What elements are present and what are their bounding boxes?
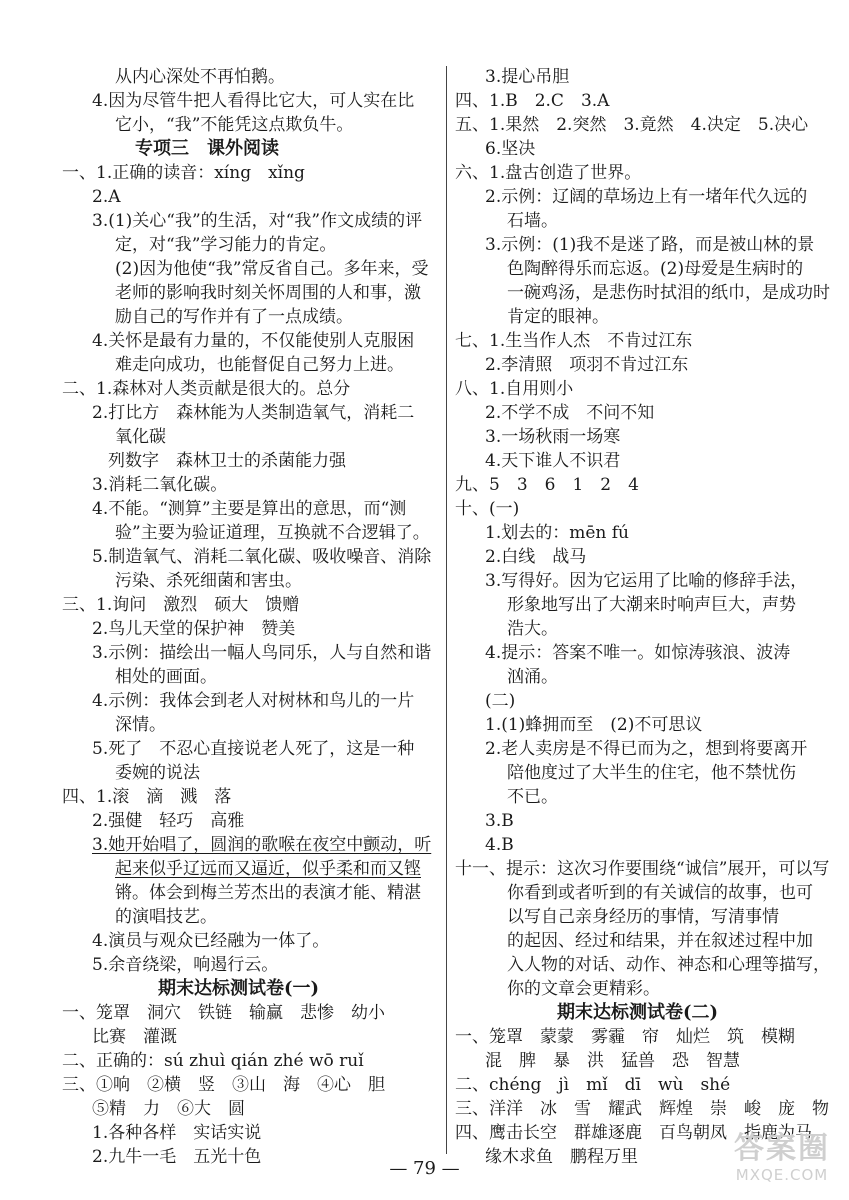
text-line: 相处的画面。 xyxy=(115,667,217,687)
text-line: 四、鹰击长空 群雄逐鹿 百鸟朝凤 指鹿为马 xyxy=(455,1123,812,1143)
text-line: 3.写得好。因为它运用了比喻的修辞手法， xyxy=(485,571,808,591)
text-line: (二) xyxy=(485,691,516,711)
text-line: 5.余音绕梁，响遏行云。 xyxy=(92,955,279,975)
text-line: 4.天下谁人不识君 xyxy=(485,451,621,471)
text-line: 入人物的对话、动作、神态和心理等描写， xyxy=(507,955,830,975)
text-line: ⑤精 力 ⑥大 圆 xyxy=(92,1099,245,1119)
underlined-line: 起来似乎辽远而又逼近，似乎柔和而又铿 xyxy=(115,859,421,879)
text-line: 1.(1)蜂拥而至 (2)不可思议 xyxy=(485,715,703,735)
text-line: 一、1.正确的读音：xíng xǐng xyxy=(62,163,305,183)
text-line: 3.示例：描绘出一幅人鸟同乐，人与自然和谐 xyxy=(92,643,432,663)
text-line: 五、1.果然 2.突然 3.竟然 4.决定 5.决心 xyxy=(455,115,809,135)
watermark-url: MXQE.COM xyxy=(735,1166,829,1184)
text-line: 2.打比方 森林能为人类制造氧气，消耗二 xyxy=(92,403,415,423)
text-line: 汹涌。 xyxy=(507,667,558,687)
text-line: 4.关怀是最有力量的，不仅能使别人克服困 xyxy=(92,331,415,351)
text-line: 八、1.自用则小 xyxy=(455,379,574,399)
text-line: 4.示例：我体会到老人对树林和鸟儿的一片 xyxy=(92,691,415,711)
text-line: 三、洋洋 冰 雪 耀武 辉煌 崇 峻 庞 物 xyxy=(455,1099,829,1119)
text-line: 4.因为尽管牛把人看得比它大，可人实在比 xyxy=(92,91,415,111)
watermark-logo xyxy=(727,1132,837,1192)
watermark-text: 答案圈 xyxy=(734,1131,830,1166)
text-line: 的演唱技艺。 xyxy=(115,907,217,927)
text-line: 比赛 灌溉 xyxy=(92,1027,177,1047)
text-line: 2.九牛一毛 五光十色 xyxy=(92,1147,262,1167)
text-line: 难走向成功，也能督促自己努力上进。 xyxy=(115,355,404,375)
text-line: 六、1.盘古创造了世界。 xyxy=(455,163,642,183)
text-line: 十、(一) xyxy=(455,499,520,519)
text-line: 一、笼罩 蒙蒙 雾霾 帘 灿烂 筑 模糊 xyxy=(455,1027,795,1047)
text-line: 3.一场秋雨一场寒 xyxy=(485,427,621,447)
section-heading: 期末达标测试卷(二) xyxy=(557,1002,719,1023)
text-line: 3.B xyxy=(485,811,514,831)
underlined-line: 3.她开始唱了，圆润的歌喉在夜空中颤动，听 xyxy=(92,835,432,855)
text-line: 三、1.询问 激烈 硕大 馈赠 xyxy=(62,595,300,615)
text-line: 3.消耗二氧化碳。 xyxy=(92,475,228,495)
text-line: 形象地写出了大潮来时响声巨大，声势 xyxy=(507,595,796,615)
text-line: 四、1.滚 滴 溅 落 xyxy=(62,787,232,807)
text-line: 它小，“我”不能凭这点欺负牛。 xyxy=(115,115,354,135)
text-line: 4.B xyxy=(485,835,514,855)
text-line: 3.提心吊胆 xyxy=(485,67,570,87)
text-line: 验”主要为验证道理，互换就不合逻辑了。 xyxy=(115,523,430,543)
text-line: 一碗鸡汤，是悲伤时拭泪的纸巾，是成功时 xyxy=(507,283,830,303)
text-line: 定，对“我”学习能力的肯定。 xyxy=(115,235,337,255)
text-line: 1.各种各样 实话实说 xyxy=(92,1123,262,1143)
text-line: 你看到或者听到的有关诚信的故事，也可 xyxy=(507,883,813,903)
text-line: 二、chéng jì mǐ dī wù shé xyxy=(455,1075,731,1095)
text-line: (2)因为他使“我”常反省自己。多年来，受 xyxy=(115,259,429,279)
text-line: 2.鸟儿天堂的保护神 赞美 xyxy=(92,619,296,639)
text-line: 1.划去的：mēn fú xyxy=(485,523,629,543)
text-line: 3.(1)关心“我”的生活，对“我”作文成绩的评 xyxy=(92,211,423,231)
text-line: 锵。体会到梅兰芳杰出的表演才能、精湛 xyxy=(115,883,421,903)
text-line: 6.坚决 xyxy=(485,139,536,159)
text-line: 4.提示：答案不唯一。如惊涛骇浪、波涛 xyxy=(485,643,791,663)
section-heading: 期末达标测试卷(一) xyxy=(158,978,320,999)
text-line: 5.制造氧气、消耗二氧化碳、吸收噪音、消除 xyxy=(92,547,432,567)
text-line: 励自己的写作并有了一点成绩。 xyxy=(115,307,353,327)
text-line: 氧化碳 xyxy=(115,427,166,447)
text-line: 九、5 3 6 1 2 4 xyxy=(455,475,639,495)
text-line: 4.不能。“测算”主要是算出的意思，而“测 xyxy=(92,499,407,519)
text-line: 3.示例：(1)我不是迷了路，而是被山林的景 xyxy=(485,235,815,255)
text-line: 你的文章会更精彩。 xyxy=(507,979,660,999)
text-line: 2.A xyxy=(92,187,121,207)
text-line: 肯定的眼神。 xyxy=(507,307,609,327)
text-line: 七、1.生当作人杰 不肯过江东 xyxy=(455,331,693,351)
text-line: 混 脾 暴 洪 猛兽 恐 智慧 xyxy=(485,1051,740,1071)
text-line: 四、1.B 2.C 3.A xyxy=(455,91,610,111)
text-line: 列数字 森林卫士的杀菌能力强 xyxy=(108,451,346,471)
text-line: 的起因、经过和结果，并在叙述过程中加 xyxy=(507,931,813,951)
page-number: — 79 — xyxy=(389,1158,460,1179)
column-divider xyxy=(446,66,447,1154)
text-line: 2.示例：辽阔的草场边上有一堵年代久远的 xyxy=(485,187,808,207)
text-line: 三、①响 ②横 竖 ③山 海 ④心 胆 xyxy=(62,1075,385,1095)
text-line: 5.死了 不忍心直接说老人死了，这是一种 xyxy=(92,739,415,759)
text-line: 2.李清照 项羽不肯过江东 xyxy=(485,355,689,375)
text-line: 缘木求鱼 鹏程万里 xyxy=(485,1147,638,1167)
text-line: 4.演员与观众已经融为一体了。 xyxy=(92,931,330,951)
text-line: 陪他度过了大半生的住宅，他不禁忧伤 xyxy=(507,763,796,783)
text-line: 一、笼罩 洞穴 铁链 输赢 悲惨 幼小 xyxy=(62,1003,385,1023)
text-line: 色陶醉得乐而忘返。(2)母爱是生病时的 xyxy=(507,259,804,279)
text-line: 从内心深处不再怕鹅。 xyxy=(115,67,285,87)
text-line: 老师的影响我时刻关怀周围的人和事，激 xyxy=(115,283,421,303)
text-line: 石墙。 xyxy=(507,211,558,231)
text-line: 二、正确的：sú zhuì qián zhé wō ruǐ xyxy=(62,1051,364,1071)
text-line: 2.老人卖房是不得已而为之，想到将要离开 xyxy=(485,739,808,759)
text-line: 以写自己亲身经历的事情，写清事情 xyxy=(507,907,779,927)
text-line: 委婉的说法 xyxy=(115,763,200,783)
text-line: 2.白线 战马 xyxy=(485,547,587,567)
section-heading: 专项三 课外阅读 xyxy=(135,138,279,159)
text-line: 浩大。 xyxy=(507,619,558,639)
text-line: 十一、提示：这次习作要围绕“诚信”展开，可以写 xyxy=(455,859,830,879)
text-line: 二、1.森林对人类贡献是很大的。总分 xyxy=(62,379,351,399)
text-line: 深情。 xyxy=(115,715,166,735)
text-line: 2.强健 轻巧 高雅 xyxy=(92,811,245,831)
text-line: 2.不学不成 不问不知 xyxy=(485,403,655,423)
text-line: 污染、杀死细菌和害虫。 xyxy=(115,571,302,591)
text-line: 不已。 xyxy=(507,787,558,807)
